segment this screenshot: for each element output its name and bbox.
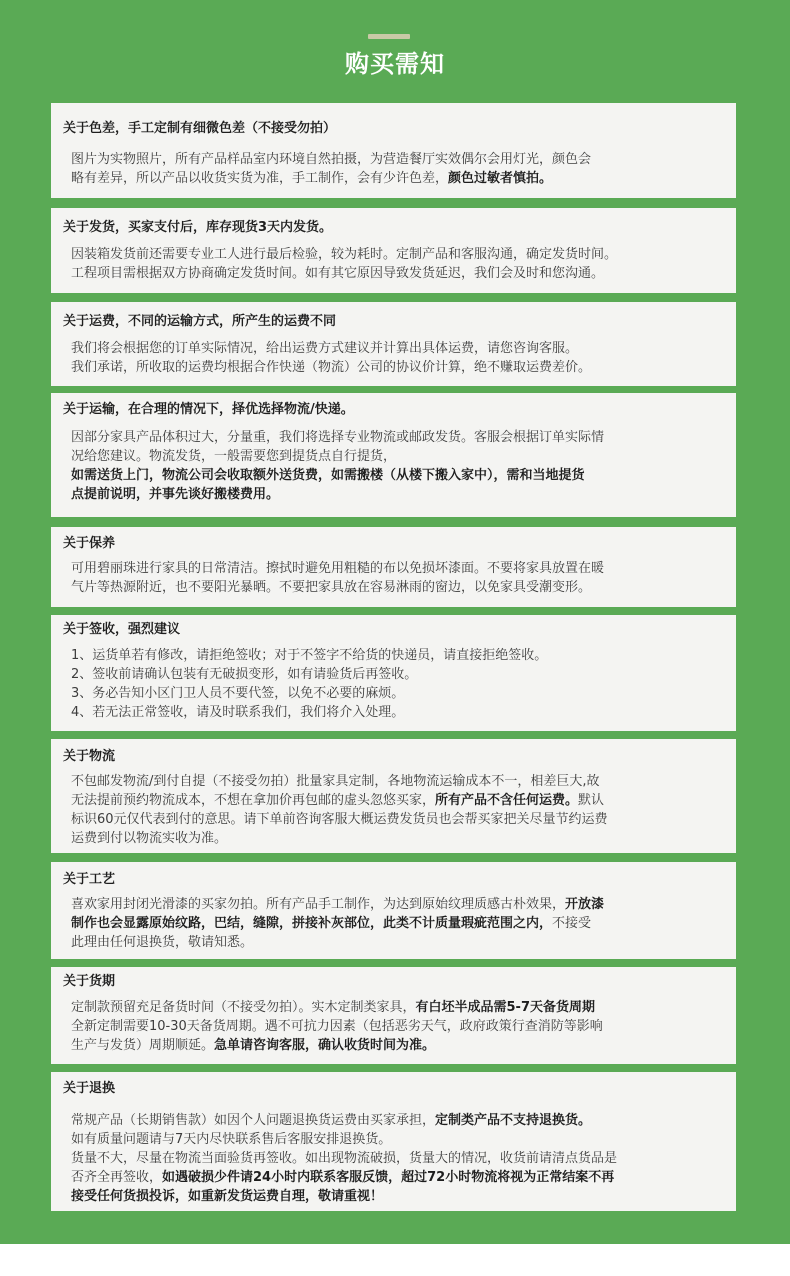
- body-line: [71, 150, 720, 169]
- body-line: [71, 339, 720, 358]
- emphasis-text: 如需送货上门，物流公司会收取额外送货费，如需搬楼（从楼下搬入家中），需和当地提货: [71, 468, 585, 483]
- section-body: [71, 772, 720, 848]
- section-body: [71, 895, 720, 952]
- body-line: [71, 1168, 720, 1187]
- section-body: [71, 646, 720, 722]
- emphasis-text: 点提前说明，并事先谈好搬楼费用。: [71, 487, 280, 502]
- body-text: 不接受: [552, 916, 592, 931]
- body-line: [71, 914, 720, 933]
- emphasis-text: 开放漆: [565, 897, 605, 912]
- body-text: 可用碧丽珠进行家具的日常清洁。擦拭时避免用粗糙的布以免损坏漆面。不要将家具放置在暖: [71, 561, 605, 576]
- section-title: 关于运输，在合理的情况下，择优选择物流/快递。: [63, 402, 354, 417]
- section-card-freight: [51, 302, 736, 386]
- section-title: 关于运费，不同的运输方式，所产生的运费不同: [63, 314, 337, 329]
- section-card-shipping: [51, 208, 736, 293]
- body-line: [71, 895, 720, 914]
- emphasis-text: 制作也会显露原始纹路，巴结，缝隙，拼接补灰部位，此类不计质量瑕疵范围之内，: [71, 916, 553, 931]
- body-text: 定制款预留充足备货时间（不接受勿拍）。实木定制类家具，: [71, 1000, 416, 1015]
- body-line: [71, 1187, 720, 1206]
- body-text: 不包邮发物流/到付自提（不接受勿拍）批量家具定制，各地物流运输成本不一，相差巨大,故: [71, 774, 600, 789]
- section-body: [71, 245, 720, 283]
- body-text: 运费到付以物流实收为准。: [71, 831, 228, 846]
- body-text: 因装箱发货前还需要专业工人进行最后检验，较为耗时。定制产品和客服沟通，确定发货时间。: [71, 247, 618, 262]
- emphasis-text: 急单请咨询客服，确认收货时间为准。: [214, 1038, 436, 1053]
- emphasis-text: 如遇破损少件请24小时内联系客服反馈，超过72小时物流将视为正常结案不再: [162, 1170, 615, 1185]
- body-line: [71, 684, 720, 703]
- section-body: [71, 339, 720, 377]
- body-text: 生产与发货）周期顺延。: [71, 1038, 215, 1053]
- section-body: [71, 1111, 720, 1206]
- body-text: 况给您建议。物流发货，一般需要您到提货点自行提货，: [71, 449, 397, 464]
- body-line: [71, 466, 720, 485]
- body-text: 气片等热源附近，也不要阳光暴晒。不要把家具放在容易淋雨的窗边，以免家具受潮变形。: [71, 580, 592, 595]
- section-card-color-difference: [51, 103, 736, 198]
- emphasis-text: 颜色过敏者慎拍。: [448, 171, 553, 186]
- body-text: 货量不大，尽量在物流当面验货再签收。如出现物流破损，货量大的情况，收货前请清点货品是: [71, 1151, 618, 1166]
- body-line: [71, 1130, 720, 1149]
- section-card-returns: [51, 1072, 736, 1211]
- body-line: [71, 665, 720, 684]
- body-text: 如有质量问题请与7天内尽快联系售后客服安排退换货。: [71, 1132, 392, 1147]
- section-card-craftsmanship: [51, 862, 736, 959]
- body-text: 工程项目需根据双方协商确定发货时间。如有其它原因导致发货延迟，我们会及时和您沟通。: [71, 266, 605, 281]
- body-text: 2、签收前请确认包装有无破损变形，如有请验货后再签收。: [71, 667, 418, 682]
- body-text: 略有差异，所以产品以收货实货为准，手工制作，会有少许色差，: [71, 171, 449, 186]
- body-line: [71, 169, 720, 188]
- section-title: 关于物流: [63, 749, 116, 764]
- section-body: [71, 428, 720, 504]
- body-line: [71, 559, 720, 578]
- body-text: 全新定制需要10-30天备货周期。遇不可抗力因素（包括恶劣天气，政府政策行查消防等影响: [71, 1019, 603, 1034]
- section-title: 关于发货，买家支付后，库存现货3天内发货。: [63, 220, 333, 235]
- section-card-transport: [51, 393, 736, 517]
- body-text: 图片为实物照片，所有产品样品室内环境自然拍摄，为营造餐厅实效偶尔会用灯光，颜色会: [71, 152, 592, 167]
- body-line: [71, 428, 720, 447]
- section-title: 关于货期: [63, 974, 116, 989]
- section-card-maintenance: [51, 527, 736, 607]
- body-text: 因部分家具产品体积过大，分量重，我们将选择专业物流或邮政发货。客服会根据订单实际情: [71, 430, 605, 445]
- body-text: 此理由任何退换货，敬请知悉。: [71, 935, 254, 950]
- section-body: [71, 998, 720, 1055]
- body-text: 我们将会根据您的订单实际情况，给出运费方式建议并计算出具体运费，请您咨询客服。: [71, 341, 579, 356]
- body-text: 1、运货单若有修改，请拒绝签收；对于不签字不给货的快递员，请直接拒绝签收。: [71, 648, 548, 663]
- body-line: [71, 358, 720, 377]
- section-card-signing: [51, 615, 736, 731]
- body-text: 标识60元仅代表到付的意思。请下单前咨询客服大概运费发货员也会帮买家把关尽量节约运费: [71, 812, 608, 827]
- body-text: 默认: [578, 793, 605, 808]
- emphasis-text: 定制类产品不支持退换货。: [435, 1113, 592, 1128]
- body-line: [71, 578, 720, 597]
- body-line: [71, 998, 720, 1017]
- section-card-delivery-period: [51, 967, 736, 1064]
- body-line: [71, 1111, 720, 1130]
- page-title: 购买需知: [345, 50, 445, 78]
- body-line: [71, 485, 720, 504]
- body-line: [71, 703, 720, 722]
- emphasis-text: 所有产品不含任何运费。: [435, 793, 579, 808]
- body-text: 我们承诺，所收取的运费均根据合作快递（物流）公司的协议价计算，绝不赚取运费差价。: [71, 360, 592, 375]
- body-text: 4、若无法正常签收，请及时联系我们，我们将介入处理。: [71, 705, 405, 720]
- body-text: 否齐全再签收，: [71, 1170, 163, 1185]
- body-line: [71, 447, 720, 466]
- body-line: [71, 772, 720, 791]
- section-card-logistics: [51, 739, 736, 853]
- body-line: [71, 245, 720, 264]
- section-title: 关于保养: [63, 536, 116, 551]
- body-line: [71, 1036, 720, 1055]
- body-text: 3、务必告知小区门卫人员不要代签，以免不必要的麻烦。: [71, 686, 405, 701]
- emphasis-text: 有白坯半成品需5-7天备货周期: [415, 1000, 596, 1015]
- section-title: 关于签收，强烈建议: [63, 622, 181, 637]
- title-decoration-bar: [368, 34, 410, 39]
- section-title: 关于色差，手工定制有细微色差（不接受勿拍）: [63, 121, 337, 136]
- body-line: [71, 829, 720, 848]
- section-body: [71, 150, 720, 188]
- body-text: 常规产品（长期销售款）如因个人问题退换货运费由买家承担，: [71, 1113, 436, 1128]
- emphasis-text: 接受任何货损投诉，如重新发货运费自理，敬请重视！: [71, 1189, 384, 1204]
- body-line: [71, 1017, 720, 1036]
- body-line: [71, 933, 720, 952]
- section-body: [71, 559, 720, 597]
- section-title: 关于退换: [63, 1081, 116, 1096]
- section-title: 关于工艺: [63, 872, 116, 887]
- body-text: 无法提前预约物流成本，不想在拿加价再包邮的虚头忽悠买家，: [71, 793, 436, 808]
- body-text: 喜欢家用封闭光滑漆的买家勿拍。所有产品手工制作，为达到原始纹理质感古朴效果，: [71, 897, 566, 912]
- body-line: [71, 791, 720, 810]
- body-line: [71, 646, 720, 665]
- body-line: [71, 264, 720, 283]
- body-line: [71, 1149, 720, 1168]
- body-line: [71, 810, 720, 829]
